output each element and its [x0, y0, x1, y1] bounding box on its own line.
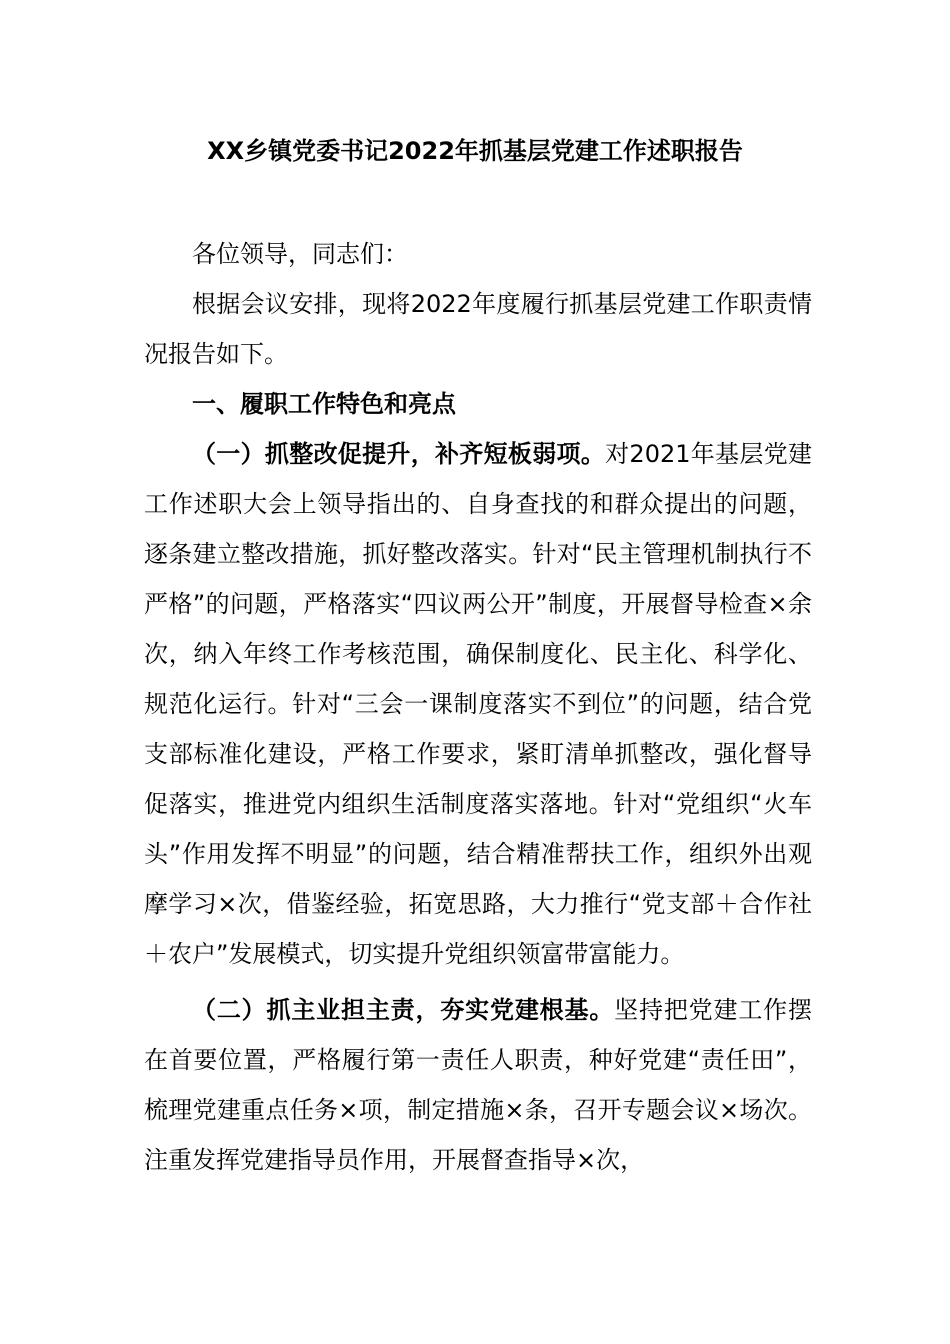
- item-2-lead: （二）抓主业担主责，夯实党建根基。: [192, 996, 615, 1024]
- item-2-body: 坚持把党建工作摆在首要位置，严格履行第一责任人职责，种好党建“责任田”，梳理党建重点任务×项，制定措施×条，召开专题会议×场次。注重发挥党建指导员作用，开展督查指导×次，: [144, 996, 813, 1174]
- section-heading: 一、履职工作特色和亮点: [192, 390, 456, 418]
- document-body: [144, 229, 812, 1185]
- salutation: 各位领导，同志们：: [192, 240, 408, 268]
- item-1-lead: （一）抓整改促提升，补齐短板弱项。: [192, 440, 606, 468]
- intro-paragraph: 根据会议安排，现将2022年度履行抓基层党建工作职责情况报告如下。: [144, 290, 812, 368]
- document-title: XX乡镇党委书记2022年抓基层党建工作述职报告: [207, 137, 743, 165]
- item-1-paragraph: [144, 429, 812, 979]
- item-1-body: 对2021年基层党建工作述职大会上领导指出的、自身查找的和群众提出的问题，逐条建立整改措施，抓好整改落实。针对“民主管理机制执行不严格”的问题，严格落实“四议两公开”制度，开展督导检查×余次，纳入年终工作考核范围，确保制度化、民主化、科学化、规范化运行。针对“三会一课制度落实不到位”的问题，结合党支部标准化建设，严格工作要求，紧盯清单抓整改，强化督导促落实，推进党内组织生活制度落实落地。针对“党组织“火车头”作用发挥不明显”的问题，结合精准帮扶工作，组织外出观摩学习×次，借鉴经验，拓宽思路，大力推行“党支部＋合作社＋农户”发展模式，切实提升党组织领富带富能力。: [144, 440, 813, 968]
- item-2-paragraph: [144, 985, 812, 1185]
